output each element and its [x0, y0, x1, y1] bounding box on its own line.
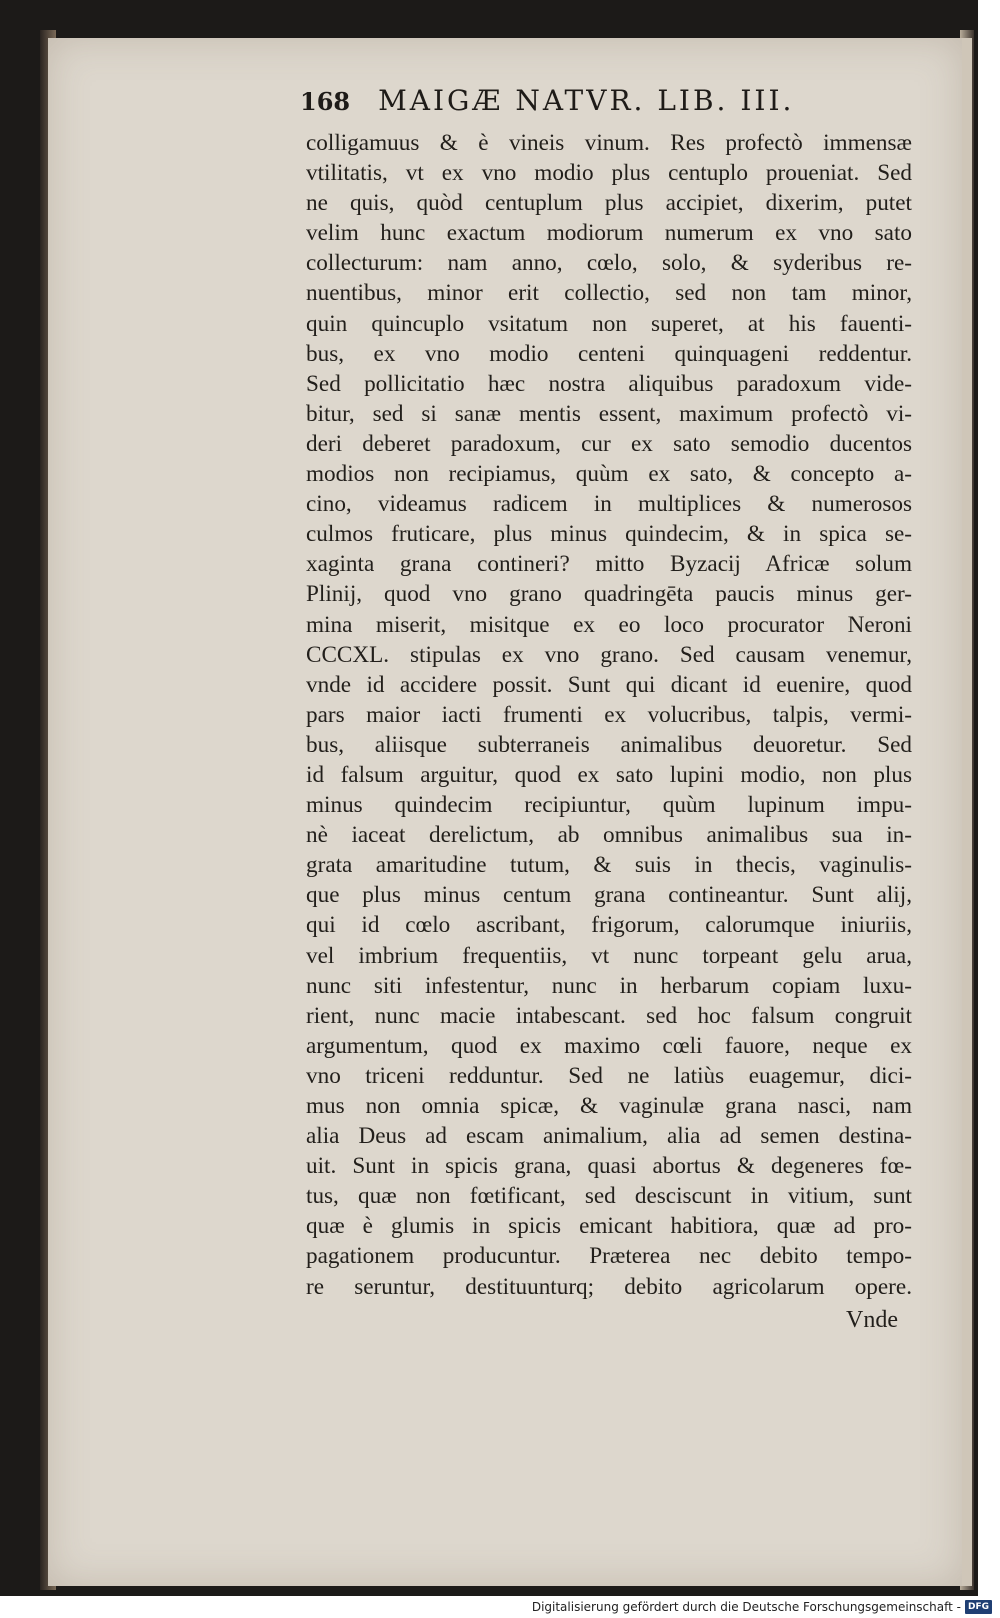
- text-line: deri deberet paradoxum, cur ex sato semodio ducentos: [306, 430, 912, 457]
- text-line: nè iaceat derelictum, ab omnibus animalibus sua in-: [306, 822, 912, 849]
- digitization-credit: Digitalisierung gefördert durch die Deutsche Forschungsgemeinschaft -: [531, 1600, 961, 1614]
- body-text: [306, 128, 912, 1302]
- text-line: vnde id accidere possit. Sunt qui dicant id euenire, quod: [306, 671, 912, 698]
- text-line: velim hunc exactum modiorum numerum ex vno sato: [306, 220, 912, 247]
- text-line: vno triceni redduntur. Sed ne latiùs euagemur, dici-: [306, 1062, 912, 1089]
- running-title: MAIGÆ NATVR. LIB. III.: [378, 84, 795, 117]
- text-line: modios non recipiamus, quùm ex sato, & concepto a-: [306, 461, 912, 488]
- text-line: minus quindecim recipiuntur, quùm lupinum impu-: [306, 792, 912, 819]
- text-line: tus, quæ non fœtificant, sed desciscunt in vitium, sunt: [306, 1183, 912, 1210]
- text-line: cino, videamus radicem in multiplices & numerosos: [306, 491, 912, 518]
- text-line: pars maior iacti frumenti ex volucribus, talpis, vermi-: [306, 701, 912, 728]
- text-line: mus non omnia spicæ, & vaginulæ grana nasci, nam: [306, 1093, 912, 1119]
- catchword: Vnde: [846, 1307, 898, 1333]
- text-line: argumentum, quod ex maximo cœli fauore, neque ex: [306, 1032, 912, 1059]
- page-header: [300, 84, 860, 124]
- text-line: Sed pollicitatio hæc nostra aliquibus paradoxum vide-: [306, 370, 912, 397]
- text-line: que plus minus centum grana contineantur. Sunt alij,: [306, 882, 912, 909]
- text-line: pagationem producuntur. Præterea nec debito tempo-: [306, 1243, 912, 1270]
- text-line: grata amaritudine tutum, & suis in thecis, vaginulis-: [306, 852, 912, 879]
- text-line: qui id cœlo ascribant, frigorum, calorumque iniuriis,: [306, 912, 912, 939]
- text-line: bitur, sed si sanæ mentis essent, maximum profectò vi-: [306, 400, 912, 427]
- text-line: CCCXL. stipulas ex vno grano. Sed causam venemur,: [306, 641, 912, 668]
- text-line: vel imbrium frequentiis, vt nunc torpeant gelu arua,: [306, 942, 912, 969]
- text-line: vtilitatis, vt ex vno modio plus centuplo proueniat. Sed: [306, 160, 912, 187]
- text-line: mina miserit, misitque ex eo loco procurator Neroni: [306, 611, 912, 638]
- text-line: id falsum arguitur, quod ex sato lupini modio, non plus: [306, 761, 912, 788]
- text-line: nuentibus, minor erit collectio, sed non tam minor,: [306, 280, 912, 307]
- text-line: ne quis, quòd centuplum plus accipiet, dixerim, putet: [306, 190, 912, 217]
- digitization-credit-bar: [0, 1596, 1000, 1618]
- text-line: Plinij, quod vno grano quadringēta paucis minus ger-: [306, 581, 912, 608]
- text-line: quæ è glumis in spicis emicant habitiora, quæ ad pro-: [306, 1213, 912, 1240]
- text-line: nunc siti infestentur, nunc in herbarum copiam luxu-: [306, 972, 912, 999]
- dfg-logo: DFG: [965, 1600, 992, 1614]
- text-line: colligamuus & è vineis vinum. Res profectò immensæ: [306, 130, 912, 156]
- text-line: xaginta grana contineri? mitto Byzacij Africæ solum: [306, 551, 912, 578]
- text-line: uit. Sunt in spicis grana, quasi abortus & degeneres fœ-: [306, 1153, 912, 1180]
- text-line: bus, ex vno modio centeni quinquageni reddentur.: [306, 340, 912, 367]
- text-line: rient, nunc macie intabescant. sed hoc falsum congruit: [306, 1002, 912, 1029]
- text-line: collecturum: nam anno, cœlo, solo, & syderibus re-: [306, 250, 912, 277]
- text-line: bus, aliisque subterraneis animalibus deuoretur. Sed: [306, 731, 912, 758]
- folio-number: 168: [300, 87, 351, 116]
- text-line: alia Deus ad escam animalium, alia ad semen destina-: [306, 1123, 912, 1150]
- text-line: re seruntur, destituunturq; debito agricolarum opere.: [306, 1273, 912, 1300]
- text-line: culmos fruticare, plus minus quindecim, & in spica se-: [306, 521, 912, 548]
- text-line: quin quincuplo vsitatum non superet, at his fauenti-: [306, 310, 912, 337]
